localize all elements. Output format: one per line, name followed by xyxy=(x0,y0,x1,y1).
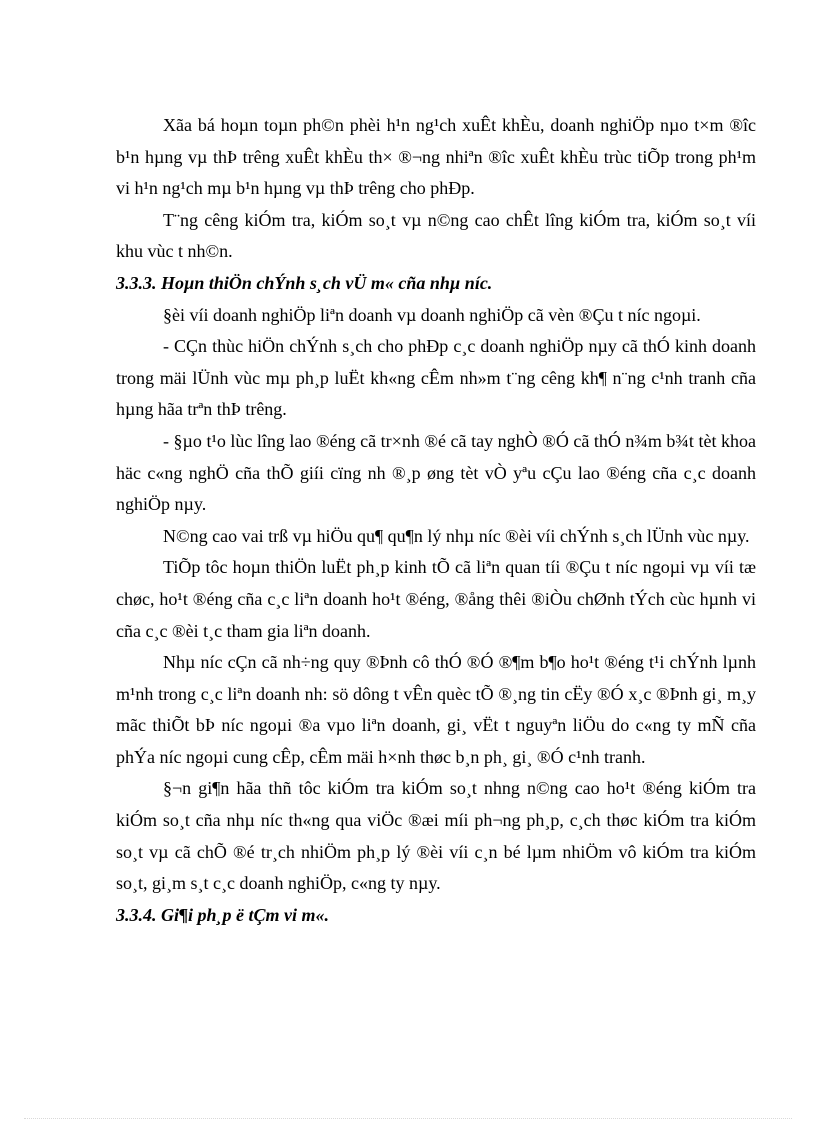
section-heading-3-3-4: 3.3.4. Gi¶i ph¸p ë tÇm vi m«. xyxy=(116,904,329,925)
document-page xyxy=(116,110,756,931)
paragraph-inspection-private: T¨ng cêng kiÓm tra, kiÓm so¸t vµ n©ng cao chÊt lîng kiÓm tra, kiÓm so¸t víi khu vùc t nh©n. xyxy=(116,209,756,262)
paragraph-joint-venture: §èi víi doanh nghiÖp liªn doanh vµ doanh nghiÖp cã vèn ®Çu t níc ngoµi. xyxy=(163,304,701,325)
paragraph-state-management: N©ng cao vai trß vµ hiÖu qu¶ qu¶n lý nhµ níc ®èi víi chÝnh s¸ch lÜnh vùc nµy. xyxy=(163,525,750,546)
paragraph-business-policy: - CÇn thùc hiÖn chÝnh s¸ch cho phÐp c¸c doanh nghiÖp nµy cã thÓ kinh doanh trong mäi lÜnh vùc mµ ph¸p luËt kh«ng cÊm nh»m t¨ng cêng kh¶ n¨ng c¹nh tranh cña hµng hãa trªn thÞ trêng. xyxy=(116,336,756,420)
section-heading-3-3-3: 3.3.3. Hoµn thiÖn chÝnh s¸ch vÜ m« cña nhµ níc. xyxy=(116,272,493,293)
page-bottom-divider xyxy=(24,1118,792,1119)
paragraph-regulations: Nhµ níc cÇn cã nh÷ng quy ®Þnh cô thÓ ®Ó ®¶m b¶o ho¹t ®éng t¹i chÝnh lµnh m¹nh trong c¸c liªn doanh nh: sö dông t vÊn quèc tÕ ®¸ng tin cËy ®Ó x¸c ®Þnh gi¸ m¸y mãc thiÕt bÞ níc ngoµi ®a vµo liªn doanh, gi¸ vËt t nguyªn liÖu do c«ng ty mÑ cña phÝa níc ngoµi cung cÊp, cÊm mäi h×nh thøc b¸n ph¸ gi¸ ®Ó c¹nh tranh. xyxy=(116,652,756,767)
paragraph-labor-training: - §µo t¹o lùc lîng lao ®éng cã tr×nh ®é cã tay nghÒ ®Ó cã thÓ n¾m b¾t tèt khoa häc c«ng nghÖ cña thÕ giíi cïng nh ®¸p øng tèt vÒ yªu cÇu lao ®éng cña c¸c doanh nghiÖp nµy. xyxy=(116,430,756,515)
paragraph-economic-law: TiÕp tôc hoµn thiÖn luËt ph¸p kinh tÕ cã liªn quan tíi ®Çu t níc ngoµi vµ víi tæ chøc, ho¹t ®éng cña c¸c liªn doanh ho¹t ®éng, ®ång thêi ®iÒu chØnh tÝch cùc hµnh vi cña c¸c ®èi t¸c tham gia liªn doanh. xyxy=(116,557,756,641)
paragraph-export-quota: Xãa bá hoµn toµn ph©n phèi h¹n ng¹ch xuÊt khÈu, doanh nghiÖp nµo t×m ®îc b¹n hµng vµ thÞ trêng xuÊt khÈu th× ®¬ng nhiªn ®îc xuÊt khÈu trùc tiÕp trong ph¹m vi h¹n ng¹ch mµ b¹n hµng vµ thÞ trêng cho phÐp. xyxy=(116,115,756,199)
paragraph-simplify-procedures: §¬n gi¶n hãa thñ tôc kiÓm tra kiÓm so¸t nhng n©ng cao ho¹t ®éng kiÓm tra kiÓm so¸t cña nhµ níc th«ng qua viÖc ®æi míi ph¬ng ph¸p, c¸ch thøc kiÓm tra kiÓm so¸t vµ cã chÕ ®é tr¸ch nhiÖm ph¸p lý ®èi víi c¸n bé lµm nhiÖm vô kiÓm tra kiÓm so¸t, gi¸m s¸t c¸c doanh nghiÖp, c«ng ty nµy. xyxy=(116,778,756,894)
